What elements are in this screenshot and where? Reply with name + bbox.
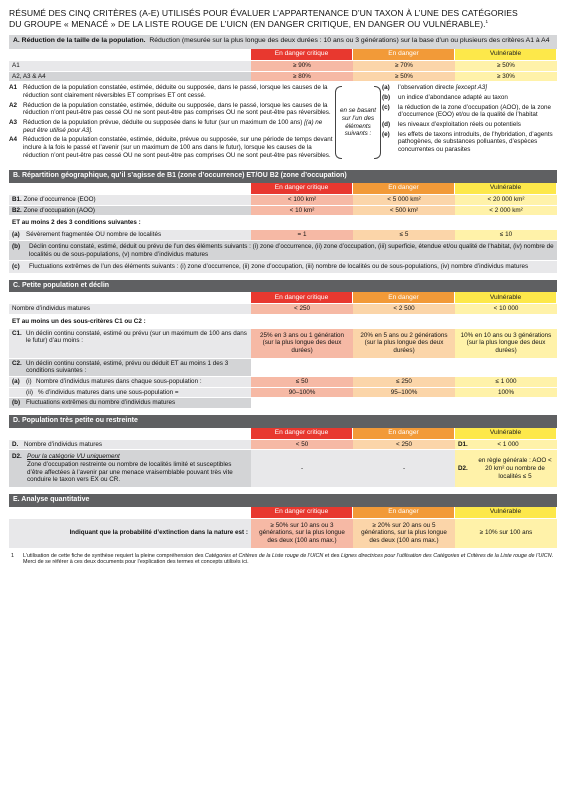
row-a1-en: ≥ 70% [353, 60, 455, 71]
section-d-heading: D. Population très petite ou restreinte [9, 415, 557, 428]
footnote: 1 L’utilisation de cette fiche de synthèse requiert la pleine compréhension des Catégories et Critères de la Liste rouge de l’UICN et des Lignes directrices pour l’utilisation des Catégories et Critères de la Liste rouge de l’UICN. Merci de se référer à ces deux documents pour l’explication des termes et concepts utilisés ici. [11, 552, 554, 566]
a2-item: A2 Réduction de la population constatée, estimée, déduite ou supposée, dans le passé, lorsque les causes de la réduction n’ont peut-être pas cessé OU ne sont peut-être pas comprises OU ne sont peut-être pas réversibles. [9, 101, 331, 117]
row-c2a-i-cr: ≤ 50 [251, 376, 353, 387]
section-c [9, 280, 557, 408]
row-b2-label: B2. Zone d’occupation (AOO) [9, 205, 251, 216]
header-en: En danger [353, 49, 455, 60]
row-d2-cr: - [251, 449, 353, 487]
section-b-heading: B. Répartition géographique, qu’il s’agisse de B1 (zone d’occurrence) ET/OU B2 (zone d’occupation) [9, 170, 557, 183]
row-d-en: < 250 [353, 439, 455, 450]
row-b2-vu: < 2 000 km² [455, 205, 557, 216]
row-a2-vu: ≥ 30% [455, 71, 557, 82]
row-b1-en: < 5 000 km² [353, 194, 455, 205]
row-b1-cr: < 100 km² [251, 194, 353, 205]
section-c-heading: C. Petite population et déclin [9, 280, 557, 293]
row-b-a-vu: ≤ 10 [455, 230, 557, 240]
row-c2a-i-label: (a) (i) Nombre d’individus matures dans chaque sous-population : [9, 376, 251, 387]
basis-b: (b) un indice d’abondance adapté au taxon [382, 93, 508, 101]
row-c2a-ii-vu: 100% [455, 387, 557, 398]
row-c2a-ii-label: (ii) % d’individus matures dans une sous-population = [9, 387, 251, 398]
row-b2-cr: < 10 km² [251, 205, 353, 216]
row-c2-label: C2. Un déclin continu constaté, estimé, prévu ou déduit ET au moins 1 des 3 conditions suivantes : [9, 358, 251, 376]
title-line-1: RÉSUMÉ DES CINQ CRITÈRES (A-E) UTILISÉS POUR ÉVALUER L’APPARTENANCE D’UN TAXON À L’UNE DES CATÉGORIES [9, 8, 518, 18]
a4-item: A4 Réduction de la population constatée, estimée, déduite, prévue ou supposée, sur une période de temps devant inclure à la fois le passé et l’avenir (sur un maximum de 100 ans dans le futur), lorsque les causes de la réduction n’ont peut-être pas cessé OU ne sont peut-être pas comprises OU ne sont peut-être pas réversibles. [9, 136, 333, 159]
header-cr: En danger critique [251, 183, 353, 194]
row-d-cr: < 50 [251, 439, 353, 450]
row-d2-en: - [353, 449, 455, 487]
header-vu: Vulnérable [455, 49, 557, 60]
row-b-b: (b) Déclin continu constaté, estimé, déduit ou prévu de l’un des éléments suivants : (i) zone d’occurrence, (ii) zone d’occupation, (iii) superficie, étendue et/ou qualité de l’habitat, (iv) nombre de localités ou de sous-populations, (v) nombre d’individus matures [9, 240, 557, 260]
header-en: En danger [353, 428, 455, 439]
row-d-label: D. Nombre d’individus matures [9, 439, 251, 450]
a-basis-brace [334, 84, 382, 161]
row-b1-label: B1. Zone d’occurrence (EOO) [9, 194, 251, 205]
row-c2a-ii-cr: 90–100% [251, 387, 353, 398]
row-a1-vu: ≥ 50% [455, 60, 557, 71]
section-d [9, 415, 557, 487]
a3-item: A3 Réduction de la population prévue, déduite ou supposée dans le futur (sur un maximum de 100 ans) [(a) ne peut être utilisé pour A3]. [9, 118, 323, 134]
section-c-subcriteria [9, 329, 557, 408]
header-en: En danger [353, 183, 455, 194]
section-e-heading: E. Analyse quantitative [9, 494, 557, 507]
section-a-heading: A. Réduction de la taille de la population. Réduction (mesurée sur la plus longue des deux durées : 10 ans ou 3 générations) sur la base d’un ou plusieurs des critères A1 à A4 [9, 35, 557, 48]
row-a2-cr: ≥ 80% [251, 71, 353, 82]
row-e-label: Indiquant que la probabilité d’extinction dans la nature est : [9, 518, 251, 548]
basis-e: (e) les effets de taxons introduits, de l’hybridation, d’agents pathogènes, de substances polluantes, d’espèces concurrentes ou parasites [382, 130, 553, 153]
row-c1-en: 20% en 5 ans ou 2 générations (sur la plus longue des deux durées) [353, 329, 455, 358]
basis-c: (c) la réduction de la zone d’occupation (AOO), de la zone d’occurrence (EOO) et/ou de la qualité de l’habitat [382, 103, 551, 119]
section-b-and-heading: ET au moins 2 des 3 conditions suivantes : [12, 219, 141, 227]
row-e-cr: ≥ 50% sur 10 ans ou 3 générations, sur la plus longue des deux (100 ans max.) [251, 518, 353, 548]
section-b-conditions [9, 230, 557, 240]
row-b-a-en: ≤ 5 [353, 230, 455, 240]
page-title [9, 8, 557, 29]
row-c1-vu: 10% en 10 ans ou 3 générations (sur la plus longue des deux durées) [455, 329, 557, 358]
section-e-table [9, 507, 557, 548]
a-basis-list [382, 84, 557, 161]
row-c1-label: C1. Un déclin continu constaté, estimé ou prévu (sur un maximum de 100 ans dans le futur) d’au moins : [9, 329, 251, 358]
section-a-table [9, 49, 557, 81]
row-b-c: (c) Fluctuations extrêmes de l’un des éléments suivants : (i) zone d’occurrence, (ii) zone d’occupation, (iii) nombre de localités ou de sous-populations, (iv) nombre d’individus matures [9, 260, 557, 273]
row-c2a-i-vu: ≤ 1 000 [455, 376, 557, 387]
row-c-mature-vu: < 10 000 [455, 303, 557, 314]
row-a1-cr: ≥ 90% [251, 60, 353, 71]
row-a2-label: A2, A3 & A4 [9, 71, 251, 82]
title-footnote-mark: 1 [485, 18, 489, 24]
header-cr: En danger critique [251, 292, 353, 303]
row-b2-en: < 500 km² [353, 205, 455, 216]
section-e [9, 494, 557, 548]
row-c2b-label: (b) Fluctuations extrêmes du nombre d’individus matures [9, 397, 251, 408]
row-a2-en: ≥ 50% [353, 71, 455, 82]
header-cr: En danger critique [251, 49, 353, 60]
a-basis-label: en se basant sur l’un des éléments suivants : [339, 107, 377, 138]
basis-d: (d) les niveaux d’exploitation réels ou potentiels [382, 120, 521, 128]
header-en: En danger [353, 507, 455, 518]
header-cr: En danger critique [251, 507, 353, 518]
header-vu: Vulnérable [455, 183, 557, 194]
a1-item: A1 Réduction de la population constatée, estimée, déduite ou supposée, dans le passé, lorsque les causes de la réduction sont clairement réversibles ET comprises ET ont cessé. [9, 84, 328, 99]
section-b [9, 170, 557, 273]
a-criteria-list [9, 84, 334, 161]
header-vu: Vulnérable [455, 507, 557, 518]
row-d2-vu: D2. en règle générale : AOO < 20 km² ou nombre de localités ≤ 5 [455, 449, 557, 487]
row-d2-label: D2. Pour la catégorie VU uniquement Zone d’occupation restreinte ou nombre de localités limité et susceptibles d’être affectées à l’avenir par une menace vraisemblable pouvant très vite conduire le taxon vers EX ou CR. [9, 449, 251, 487]
row-a1-label: A1 [9, 60, 251, 71]
section-c-table [9, 292, 557, 314]
row-c1-cr: 25% en 3 ans ou 1 génération (sur la plus longue des deux durées) [251, 329, 353, 358]
row-c-mature-en: < 2 500 [353, 303, 455, 314]
row-e-vu: ≥ 10% sur 100 ans [455, 518, 557, 548]
title-line-2: DU GROUPE « MENACÉ » DE LA LISTE ROUGE DE L’UICN (EN DANGER CRITIQUE, EN DANGER OU VULNÉRABLE).$^1$ [9, 18, 489, 29]
header-vu: Vulnérable [455, 292, 557, 303]
row-b-a-cr: = 1 [251, 230, 353, 240]
section-d-table [9, 428, 557, 487]
row-b-a-label: (a) Sévèrement fragmentée OU nombre de localités [9, 230, 251, 240]
row-d-vu: D1. < 1 000 [455, 439, 557, 450]
header-cr: En danger critique [251, 428, 353, 439]
header-vu: Vulnérable [455, 428, 557, 439]
section-b-table [9, 183, 557, 215]
section-a-criteria [9, 81, 557, 163]
row-b1-vu: < 20 000 km² [455, 194, 557, 205]
section-c-and-heading: ET au moins un des sous-critères C1 ou C2 : [12, 318, 146, 326]
header-en: En danger [353, 292, 455, 303]
section-a [9, 35, 557, 163]
row-c2a-i-en: ≤ 250 [353, 376, 455, 387]
row-c2a-ii-en: 95–100% [353, 387, 455, 398]
basis-a: (a) l’observation directe [except A3] [382, 84, 488, 92]
row-c-mature-label: Nombre d’individus matures [9, 303, 251, 314]
row-e-en: ≥ 20% sur 20 ans ou 5 générations, sur la plus longue des deux (100 ans max.) [353, 518, 455, 548]
row-c-mature-cr: < 250 [251, 303, 353, 314]
